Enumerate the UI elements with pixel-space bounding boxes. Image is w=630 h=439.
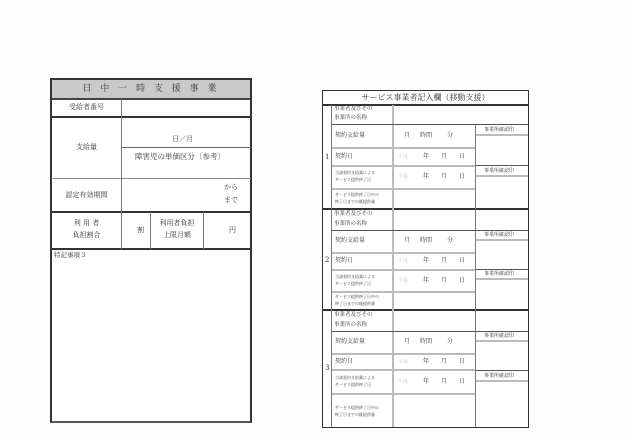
month-unit: 月 bbox=[441, 277, 448, 284]
divider bbox=[476, 165, 528, 166]
hours-unit: 時間 bbox=[420, 132, 433, 139]
divider bbox=[332, 230, 528, 231]
minutes-unit: 分 bbox=[447, 237, 454, 244]
right-form-title: サービス事業者記入欄（移動支援） bbox=[361, 93, 490, 102]
month-unit: 月 bbox=[441, 358, 448, 365]
validity-period-field[interactable] bbox=[122, 179, 222, 210]
day-unit: 日 bbox=[459, 358, 466, 365]
month-unit: 月 bbox=[441, 257, 448, 264]
month-unit: 月 bbox=[441, 378, 448, 385]
provider-name-label: 事業者及びその bbox=[334, 312, 373, 318]
seal-label: 事業所確認印 bbox=[484, 127, 515, 133]
year-unit: 年 bbox=[423, 358, 430, 365]
month-unit: 月 bbox=[404, 132, 411, 139]
year-unit: 年 bbox=[423, 153, 430, 160]
supply-amount-label: 支給量 bbox=[76, 143, 97, 151]
form-title: 日 中 一 時 支 援 事 業 bbox=[82, 84, 220, 94]
provider-name-field[interactable] bbox=[394, 210, 527, 229]
seal-label: 事業所確認印 bbox=[484, 232, 515, 238]
day-unit: 日 bbox=[459, 378, 466, 385]
divider bbox=[332, 369, 475, 371]
end-date-label: サービス提供終了日 bbox=[335, 177, 371, 182]
era-label: 平成 bbox=[398, 278, 409, 284]
block-number: 1 bbox=[325, 153, 330, 161]
contract-amount-label: 契約支給量 bbox=[335, 132, 366, 139]
seal-box[interactable] bbox=[477, 241, 527, 268]
special-notes-field[interactable] bbox=[52, 262, 250, 420]
seal-label: 事業所確認印 bbox=[484, 373, 515, 379]
ratio-unit: 割 bbox=[137, 226, 144, 234]
contract-amount-label: 契約支給量 bbox=[335, 338, 366, 345]
provider-name-field[interactable] bbox=[394, 311, 527, 330]
contract-date-label: 契約日 bbox=[335, 257, 354, 264]
day-unit: 日 bbox=[459, 153, 466, 160]
minutes-unit: 分 bbox=[447, 338, 454, 345]
divider bbox=[476, 269, 528, 270]
hours-unit: 時間 bbox=[420, 338, 433, 345]
seal-box[interactable] bbox=[477, 177, 527, 207]
month-unit: 月 bbox=[441, 153, 448, 160]
divider bbox=[332, 124, 528, 125]
user-burden-ratio-label: 利 用 者 bbox=[73, 219, 100, 227]
month-unit: 月 bbox=[404, 338, 411, 345]
era-label: 平成 bbox=[398, 154, 409, 160]
seal-label: 事業所確認印 bbox=[484, 271, 515, 277]
validity-from-label: から bbox=[224, 183, 238, 191]
year-unit: 年 bbox=[423, 277, 430, 284]
provider-name-label: 事業所の名称 bbox=[334, 322, 368, 328]
day-unit: 日 bbox=[459, 257, 466, 264]
provided-amount-label: サービス提供終了日中の bbox=[335, 294, 379, 299]
provided-amount-field[interactable] bbox=[394, 293, 474, 308]
block-number: 3 bbox=[325, 364, 330, 372]
supply-unit: 日／月 bbox=[172, 135, 193, 143]
burden-ratio-field[interactable] bbox=[122, 213, 149, 247]
end-date-label: サービス提供終了日 bbox=[335, 281, 371, 286]
validity-to-label: まで bbox=[224, 196, 238, 204]
yen-unit: 円 bbox=[229, 226, 236, 234]
seal-box[interactable] bbox=[477, 342, 527, 369]
column-divider bbox=[392, 105, 394, 427]
recipient-number-label: 受給者番号 bbox=[69, 103, 104, 111]
year-unit: 年 bbox=[423, 257, 430, 264]
recipient-number-field[interactable] bbox=[122, 100, 250, 115]
burden-limit-label: 利用者負担 bbox=[159, 219, 195, 227]
divider bbox=[332, 331, 528, 332]
divider bbox=[332, 252, 475, 254]
special-notes-label: 特記事項３ bbox=[54, 251, 87, 259]
end-date-label: 当該契約支給量による bbox=[335, 375, 375, 380]
hours-unit: 時間 bbox=[420, 237, 433, 244]
provider-name-label: 事業者及びその bbox=[334, 106, 373, 112]
divider bbox=[121, 147, 251, 148]
contract-date-label: 契約日 bbox=[335, 358, 354, 365]
divider bbox=[332, 353, 475, 355]
provided-amount-label: 終了日までの既提供量 bbox=[335, 412, 375, 417]
end-date-label: 当該契約支給量による bbox=[335, 170, 375, 175]
seal-box[interactable] bbox=[477, 136, 527, 165]
end-date-label: 当該契約支給量による bbox=[335, 274, 375, 279]
divider bbox=[476, 370, 528, 371]
end-date-label: サービス提供終了日 bbox=[335, 382, 371, 387]
provider-name-label: 事業者及びその bbox=[334, 211, 373, 217]
column-divider bbox=[331, 105, 332, 427]
provider-name-field[interactable] bbox=[394, 105, 527, 123]
validity-period-label: 認定有効期間 bbox=[65, 191, 108, 199]
provided-amount-label: 終了日までの既提供量 bbox=[335, 199, 375, 204]
seal-label: 事業所確認印 bbox=[484, 333, 515, 339]
seal-label: 事業所確認印 bbox=[484, 168, 515, 174]
provider-name-label: 事業所の名称 bbox=[334, 221, 368, 227]
provided-amount-label: サービス提供終了日中の bbox=[335, 405, 379, 410]
provided-amount-label: サービス提供終了日中の bbox=[335, 192, 379, 197]
contract-amount-label: 契約支給量 bbox=[335, 237, 366, 244]
era-label: 平成 bbox=[398, 379, 409, 385]
era-label: 平成 bbox=[398, 174, 409, 180]
block-number: 2 bbox=[325, 256, 330, 264]
era-label: 平成 bbox=[398, 359, 409, 365]
provided-amount-label: 終了日までの既提供量 bbox=[335, 301, 375, 306]
day-unit: 日 bbox=[459, 173, 466, 180]
provided-amount-field[interactable] bbox=[394, 190, 474, 207]
year-unit: 年 bbox=[423, 173, 430, 180]
disabled-child-category-label: 障害児の単価区分〔参考〕 bbox=[135, 152, 225, 161]
seal-box[interactable] bbox=[477, 280, 527, 308]
seal-box[interactable] bbox=[477, 382, 527, 427]
provider-name-label: 事業所の名称 bbox=[334, 115, 368, 121]
month-unit: 月 bbox=[404, 237, 411, 244]
year-unit: 年 bbox=[423, 378, 430, 385]
divider bbox=[51, 248, 251, 250]
burden-limit-label: 上限月額 bbox=[163, 231, 191, 239]
era-label: 平成 bbox=[398, 258, 409, 264]
provided-amount-field[interactable] bbox=[394, 395, 474, 427]
month-unit: 月 bbox=[441, 173, 448, 180]
form-title-bar bbox=[52, 80, 250, 100]
divider bbox=[332, 269, 475, 271]
day-unit: 日 bbox=[459, 277, 466, 284]
divider bbox=[332, 147, 475, 149]
contract-date-label: 契約日 bbox=[335, 153, 354, 160]
divider bbox=[332, 165, 475, 167]
user-burden-ratio-label: 負担割合 bbox=[72, 231, 101, 239]
minutes-unit: 分 bbox=[447, 132, 454, 139]
